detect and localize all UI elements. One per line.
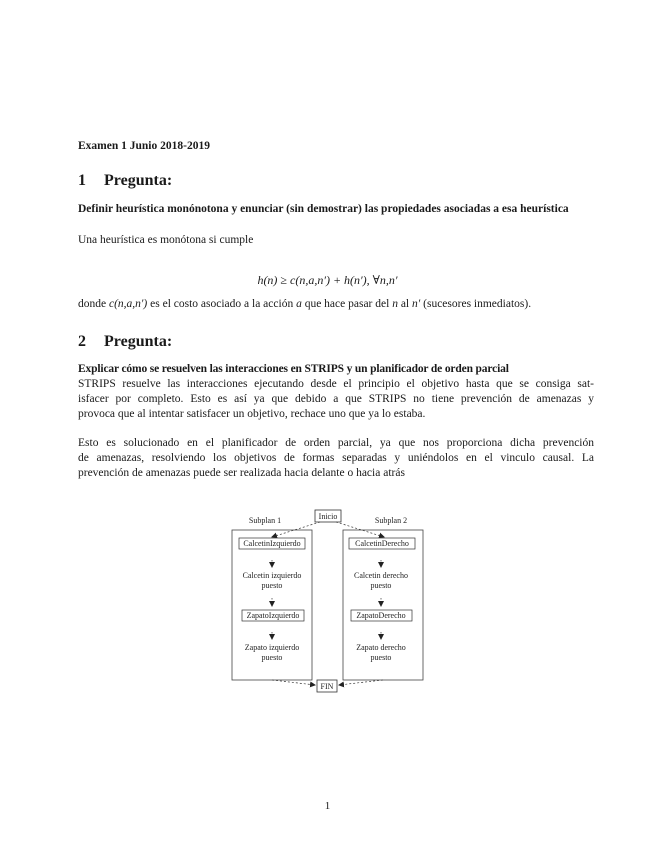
subplan-1-action-1-label: CalcetinIzquierdo (243, 539, 301, 548)
end-node-label: FIN (320, 682, 334, 691)
subplan-2-action-2-label: ZapatoDerecho (356, 611, 406, 620)
paragraph-2-line-2: de amenazas, resolviendo los objetivos de formas separadas y uniéndolos en el vinculo causal. La (78, 452, 594, 464)
subplan-2-action-1-label: CalcetinDerecho (355, 539, 409, 548)
explanation-node: n (392, 298, 398, 310)
explanation-action: a (296, 298, 302, 310)
explanation-before: donde (78, 298, 109, 310)
subplan-2-state-2-line-1: Zapato derecho (356, 643, 406, 652)
explanation-middle: es el costo asociado a la acción (147, 298, 297, 310)
explanation-middle3: al (397, 298, 412, 310)
section-1-title: Pregunta: (104, 172, 173, 189)
subplan-2-state-2-line-2: puesto (370, 653, 392, 662)
paragraph-1-line-1: STRIPS resuelve las interacciones ejecutando desde el principio el objetivo hasta que se consiga sat- (78, 378, 594, 390)
paragraph-2-line-3: prevención de amenazas puede ser realizada hacia delante o hacia atrás (78, 467, 405, 479)
paragraph-1-line-3: provoca que al intentar satisfacer un objetivo, rechace uno que ya lo estaba. (78, 408, 426, 420)
paragraph-1-line-2: isfacer por completo. Esto es así ya que debido a que STRIPS no tiene prevención de amenazas y (78, 393, 594, 405)
subplan-2-state-1-line-2: puesto (370, 581, 392, 590)
explanation-middle2: que hace pasar del (301, 298, 393, 310)
explanation-after: (sucesores inmediatos). (420, 298, 532, 310)
section-2-title: Pregunta: (104, 333, 173, 350)
section-1-number: 1 (78, 172, 86, 189)
paragraph-2-line-1: Esto es solucionado en el planificador de orden parcial, ya que nos proporciona dicha prevención (78, 437, 594, 449)
subplan-1-state-2-line-2: puesto (261, 653, 283, 662)
explanation-cost: c(n,a,n′) (108, 298, 148, 310)
section-1-intro: Una heurística es monótona si cumple (78, 234, 254, 246)
section-2-number: 2 (78, 333, 86, 350)
subplan-1-to-end-link (272, 680, 315, 685)
start-node-label: Inicio (318, 512, 338, 521)
subplan-1-label: Subplan 1 (248, 516, 282, 525)
page-number: 1 (324, 800, 331, 812)
subplan-2-state-1-line-1: Calcetin derecho (354, 571, 408, 580)
subplan-1-state-1-line-1: Calcetin izquierdo (242, 571, 302, 580)
subplan-1-state-1-line-2: puesto (261, 581, 283, 590)
section-1-question: Definir heurística monónotona y enunciar (sin demostrar) las propiedades asociadas a esa heurística (78, 203, 569, 215)
subplan-2-label: Subplan 2 (374, 516, 408, 525)
subplan-2-to-end-link (339, 680, 383, 685)
subplan-1-state-2-line-1: Zapato izquierdo (244, 643, 300, 652)
section-2-question: Explicar cómo se resuelven las interacciones en STRIPS y un planificador de orden parcial (78, 363, 509, 375)
explanation-successor: n′ (412, 298, 421, 310)
exam-title: Examen 1 Junio 2018-2019 (78, 140, 210, 152)
formula-text: h(n) ≥ c(n,a,n′) + h(n′), ∀n,n′ (257, 273, 398, 287)
subplan-1-action-2-label: ZapatoIzquierdo (246, 611, 300, 620)
